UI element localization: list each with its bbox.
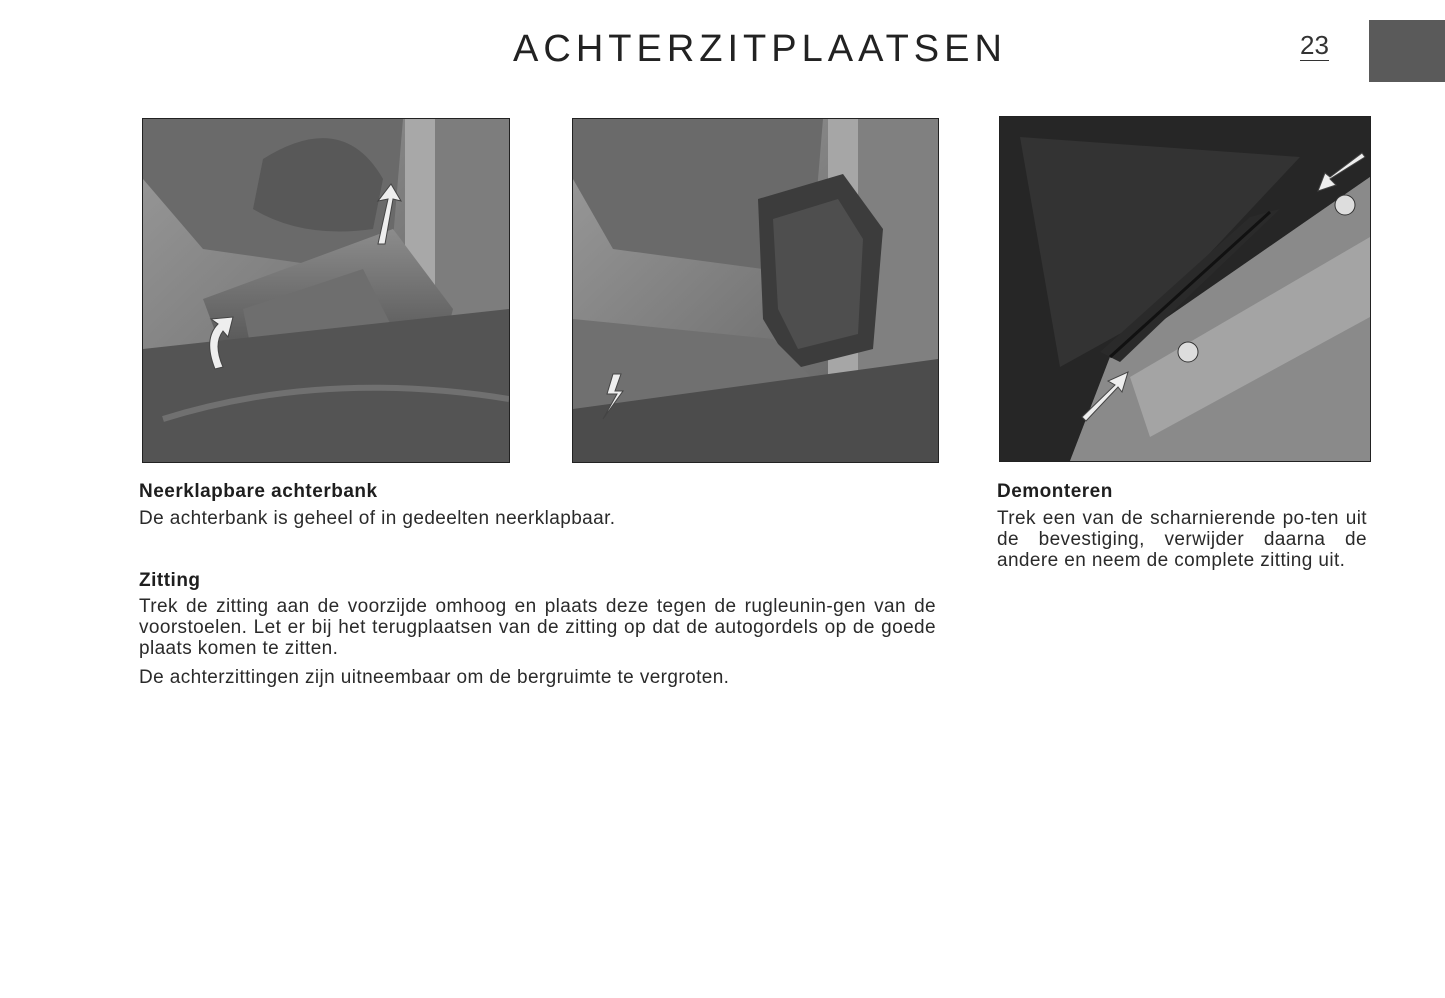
photo-seat-lifted <box>142 118 510 463</box>
heading-fold-down-bench: Neerklapbare achterbank <box>139 481 378 502</box>
page-title: ACHTERZITPLAATSEN <box>513 28 1007 70</box>
photo-seat-upright <box>572 118 939 463</box>
text-remove: Trek een van de scharnierende po-ten uit de bevestiging, verwijder daarna de andere en neem de complete zitting uit. <box>997 508 1367 571</box>
chapter-tab-marker <box>1369 20 1445 82</box>
text-seat: Trek de zitting aan de voorzijde omhoog en plaats deze tegen de rugleunin-gen van de voorstoelen. Let er bij het terugplaatsen van de zitting op dat de autogordels op de goede plaats komen te zitten. <box>139 596 936 659</box>
heading-seat: Zitting <box>139 570 201 591</box>
text-fold-down-bench: De achterbank is geheel of in gedeelten neerklapbaar. <box>139 508 616 529</box>
text-seat-removable: De achterzittingen zijn uitneembaar om de bergruimte te vergroten. <box>139 667 730 688</box>
page-number: 23 <box>1300 30 1329 60</box>
photo-hinge-removal <box>999 116 1371 462</box>
heading-remove: Demonteren <box>997 481 1113 502</box>
